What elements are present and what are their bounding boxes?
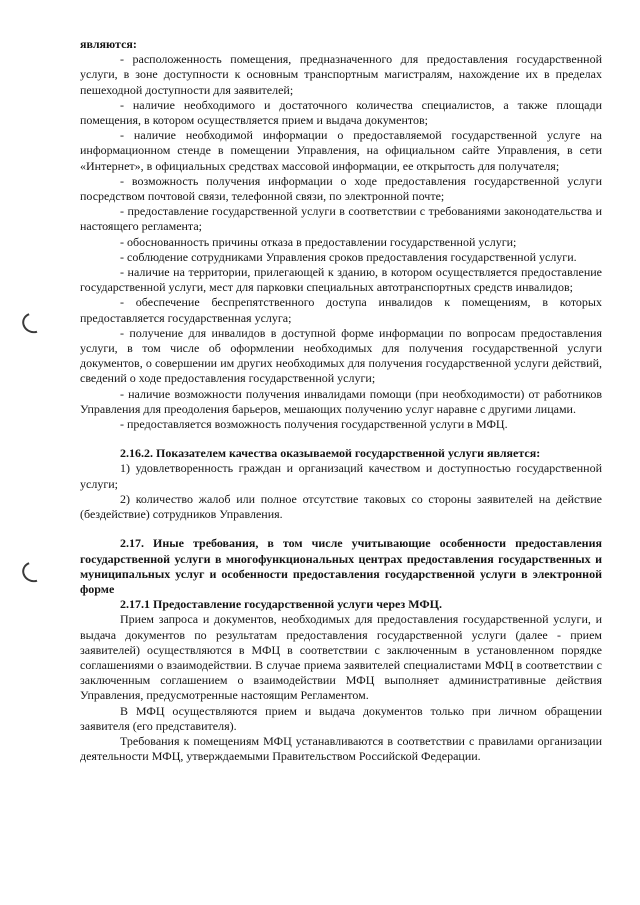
intro-text: являются:	[80, 37, 137, 51]
criteria-item: - наличие необходимого и достаточного количества специалистов, а также площади помещения, в котором осуществляется прием и выдача документов;	[80, 97, 602, 128]
body-paragraph: В МФЦ осуществляются прием и выдача документов только при личном обращении заявителя (его представителя).	[80, 703, 602, 733]
criteria-item: - соблюдение сотрудниками Управления сроков предоставления государственной услуги.	[120, 249, 577, 264]
criteria-item: - получение для инвалидов в доступной форме информации по вопросам предоставления услуги, в том числе об оформлении необходимых для получения государственной услуги документов, о совершении им других необходимых для получения государственной услуги действий, сведений о ходе предоставления государственной услуги;	[80, 325, 602, 386]
criteria-item: - наличие на территории, прилегающей к зданию, в котором осуществляется предоставление государственной услуги, мест для парковки специальных автотранспортных средств инвалидов;	[80, 265, 602, 295]
criteria-item: - расположенность помещения, предназначенного для предоставления государственной услуги, в зоне доступности к основным транспортным магистралям, нахождение их в пределах пешеходной доступности для заявителей;	[80, 52, 602, 97]
criteria-item: - возможность получения информации о ходе предоставления государственной услуги посредством почтовой связи, телефонной связи, по электронной почте;	[80, 173, 602, 204]
body-paragraph: Требования к помещениям МФЦ устанавливаются в соответствии с правилами организации деятельности МФЦ, утверждаемыми Правительством Российской Федерации.	[80, 733, 602, 764]
criteria-item: - предоставляется возможность получения государственной услуги в МФЦ.	[120, 417, 508, 432]
body-paragraph: Прием запроса и документов, необходимых для предоставления государственной услуги, и выдача документов по результатам предоставления государственной услуги (далее - прием заявителей) осуществляются в МФЦ в соответствии с заключенным в установленном порядке соглашениями о взаимодействии. В случае приема заявителей специалистами МФЦ в соответствии с заключенным соглашением о взаимодействии МФЦ выполняет административные действия Управления, предусмотренные настоящим Регламентом.	[80, 612, 602, 703]
criteria-list	[80, 52, 602, 432]
page-content	[80, 37, 602, 764]
criteria-item: - наличие возможности получения инвалидами помощи (при необходимости) от работников Управления для преодоления барьеров, мешающих получению услуг наравне с другими лицами.	[80, 386, 602, 416]
criteria-item: - обоснованность причины отказа в предоставлении государственной услуги;	[120, 234, 517, 249]
section-2-17-1-heading: 2.17.1 Предоставление государственной услуги через МФЦ.	[120, 597, 443, 612]
section-2-17-heading: 2.17. Иные требования, в том числе учитывающие особенности предоставления государственной услуги в многофункциональных центрах предоставления государственных и муниципальных услуг и особенности предоставления государственной услуги в электронной форме	[80, 536, 602, 596]
scan-hole-mark	[19, 309, 47, 336]
scan-hole-mark	[19, 558, 47, 585]
criteria-item: - наличие необходимой информации о предоставляемой государственной услуге на информационном стенде в помещении Управления, на официальном сайте Управления, в сети «Интернет», в официальных средствах массовой информации, ее открытость для получателя;	[80, 128, 602, 173]
quality-item: 1) удовлетворенность граждан и организаций качеством и доступностью государственной услуги;	[80, 461, 602, 491]
criteria-item: - обеспечение беспрепятственного доступа инвалидов к помещениям, в которых предоставляется государственная услуга;	[80, 295, 602, 325]
section-2-16-2-heading: 2.16.2. Показателем качества оказываемой государственной услуги является:	[120, 446, 541, 461]
criteria-item: - предоставление государственной услуги в соответствии с требованиями законодательства и настоящего регламента;	[80, 204, 602, 234]
quality-item: 2) количество жалоб или полное отсутствие таковых со стороны заявителей на действие (бездействие) сотрудников Управления.	[80, 491, 602, 522]
